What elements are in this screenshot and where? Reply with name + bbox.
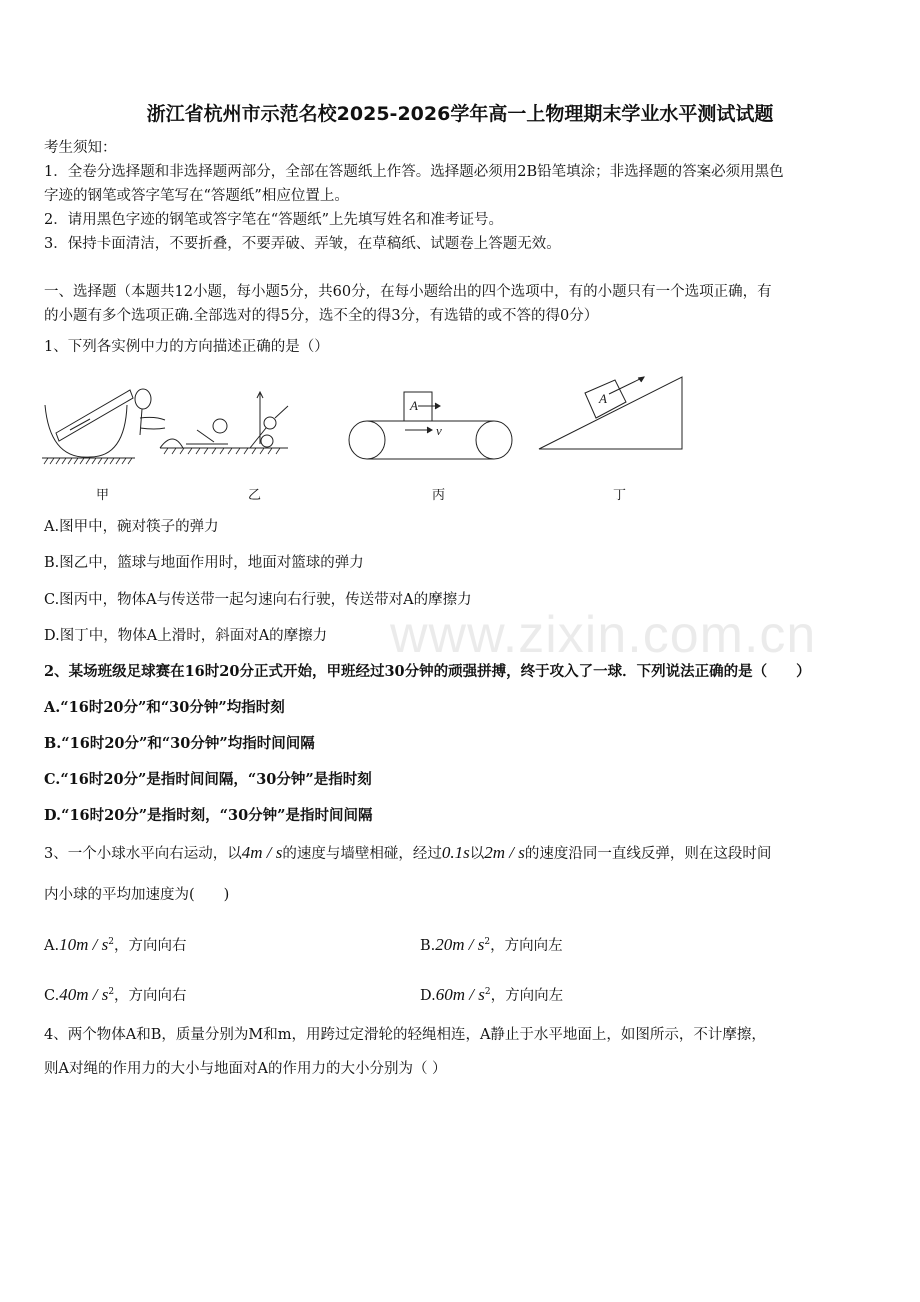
option-exponent: 2 [484,987,491,997]
watermark: www.zixin.com.cn [390,606,817,664]
q3-math: 2m / s [484,843,525,862]
q2-option-b: B.“16时20分”和“30分钟”均指时间间隔 [44,735,315,752]
option-letter: B. [420,937,436,954]
q3-option-c [44,982,187,1006]
q2-stem: 2、某场班级足球赛在16时20分正式开始，甲班经过30分钟的顽强拼搏，终于攻入了一球．下列说法正确的是（ ） [44,663,811,680]
q3-stem-text: 的速度沿同一直线反弹，则在这段时间 [524,846,772,862]
figure-label: 丙 [432,488,446,503]
q4-stem-line2: 则A对绳的作用力的大小与地面对A的作用力的大小分别为（ ） [44,1061,447,1077]
option-value: 60m / s [435,984,485,1004]
q3-stem-text: 以 [469,846,485,862]
option-value: 10m / s [59,934,109,954]
q1-option-b: B.图乙中，篮球与地面作用时，地面对篮球的弹力 [44,555,364,571]
option-text: ，方向向左 [490,937,563,954]
figure-incline [539,377,682,449]
q3-stem-text: 3、一个小球水平向右运动，以 [44,846,242,862]
q3-option-a [44,932,186,956]
section-instructions: 的小题有多个选项正确.全部选对的得5分，选不全的得3分，有选错的或不答的得0分） [44,308,599,324]
option-text: ，方向向左 [490,987,564,1004]
option-letter: A. [44,937,60,954]
option-exponent: 2 [484,937,491,947]
q1-option-a: A.图甲中，碗对筷子的弹力 [44,519,219,535]
q2-option-d: D.“16时20分”是指时刻，“30分钟”是指时间间隔 [44,807,373,824]
q1-stem: 1、下列各实例中力的方向描述正确的是（） [44,339,329,355]
q3-math: 4m / s [241,843,283,862]
notice-line: 字迹的钢笔或答字笔写在“答题纸”相应位置上。 [44,188,349,204]
option-letter: D. [420,987,436,1004]
page-title: 浙江省杭州市示范名校2025-2026学年高一上物理期末学业水平测试试题 [146,103,774,125]
q3-stem-line2: 内小球的平均加速度为( ) [44,887,230,903]
figure-label: 乙 [248,488,262,503]
q2-option-c: C.“16时20分”是指时间间隔，“30分钟”是指时刻 [44,771,372,788]
figure-block-label: A [410,398,418,413]
figure-bowl-chopstick [42,390,135,464]
q3-option-b [420,932,563,956]
figure-label: 丁 [613,488,627,503]
q3-stem [44,843,771,864]
section-instructions: 一、选择题（本题共12小题，每小题5分，共60分，在每小题给出的四个选项中，有的小题只有一个选项正确，有 [44,284,772,300]
figure-label: 甲 [96,488,110,503]
option-letter: C. [44,987,60,1004]
option-text: ，方向向右 [114,987,187,1004]
q1-figures [30,360,690,470]
option-exponent: 2 [108,987,115,997]
q2-option-a: A.“16时20分”和“30分钟”均指时刻 [44,699,285,716]
option-exponent: 2 [108,937,114,947]
notice-heading: 考生须知： [44,140,117,156]
q3-option-d [420,982,563,1006]
figure-block-label: A [599,391,607,406]
q3-stem-text: 的速度与墙壁相碰，经过 [282,846,442,862]
notice-line: 2．请用黑色字迹的钢笔或答字笔在“答题纸”上先填写姓名和准考证号。 [44,212,504,228]
option-value: 40m / s [59,984,109,1004]
q4-stem: 4、两个物体A和B，质量分别为M和m，用跨过定滑轮的轻绳相连，A静止于水平地面上，如图所示，不计摩擦， [44,1027,766,1043]
notice-line: 3．保持卡面清洁，不要折叠，不要弄破、弄皱，在草稿纸、试题卷上答题无效。 [44,236,561,252]
q3-math: 0.1s [441,843,470,862]
q1-option-c: C.图丙中，物体A与传送带一起匀速向右行驶，传送带对A的摩擦力 [44,592,472,608]
figure-basketball [135,389,288,454]
figure-conveyor-belt [349,392,512,459]
notice-line: 1．全卷分选择题和非选择题两部分，全部在答题纸上作答。选择题必须用2B铅笔填涂；非选择题的答案必须用黑色 [44,164,784,180]
figure-velocity-label: v [436,423,442,438]
option-text: ，方向向右 [113,937,187,954]
q1-option-d: D.图丁中，物体A上滑时，斜面对A的摩擦力 [44,628,328,644]
option-value: 20m / s [435,934,485,954]
